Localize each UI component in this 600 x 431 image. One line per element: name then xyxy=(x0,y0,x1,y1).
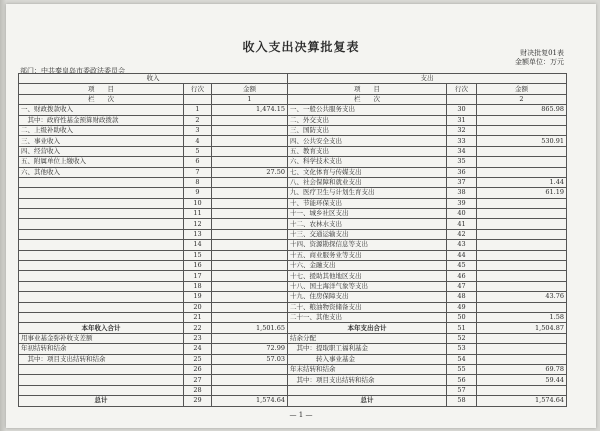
table-row xyxy=(19,167,567,177)
expense-amount-cell xyxy=(477,229,567,239)
income-row-no-cell: 1 xyxy=(184,105,212,115)
amount-unit: 金额单位：万元 xyxy=(515,58,564,66)
expense-section-header: 支出 xyxy=(288,74,567,84)
income-row-no-cell: 23 xyxy=(184,333,212,343)
expense-amount-cell xyxy=(477,354,567,364)
income-amount-cell xyxy=(212,157,288,167)
column-number-row xyxy=(19,94,567,104)
section-header-row xyxy=(19,74,567,84)
income-amount-cell: 1,501.65 xyxy=(212,323,288,333)
expense-row-no-cell: 37 xyxy=(447,177,477,187)
column-header-row xyxy=(19,84,567,94)
expense-row-no-cell: 51 xyxy=(447,323,477,333)
table-row xyxy=(19,177,567,187)
income-row-no-cell: 21 xyxy=(184,312,212,322)
expense-row-no-cell: 32 xyxy=(447,125,477,135)
income-item-cell xyxy=(19,385,184,395)
expense-item-cell: 八、社会保障和就业支出 xyxy=(288,177,447,187)
income-item-cell xyxy=(19,177,184,187)
income-item-cell: 年初结转和结余 xyxy=(19,344,184,354)
income-amount-cell xyxy=(212,375,288,385)
expense-amount-cell xyxy=(477,209,567,219)
income-item-cell: 二、上级补助收入 xyxy=(19,125,184,135)
table-row xyxy=(19,105,567,115)
expense-item-cell: 十五、商业服务业等支出 xyxy=(288,250,447,260)
table-row xyxy=(19,385,567,395)
income-amount-cell xyxy=(212,271,288,281)
income-amount-cell xyxy=(212,198,288,208)
income-amount-cell xyxy=(212,333,288,343)
expense-amount-cell: 43.76 xyxy=(477,292,567,302)
income-item-cell xyxy=(19,198,184,208)
expense-item-cell: 四、公共安全支出 xyxy=(288,136,447,146)
expense-amount-cell: 1,504.87 xyxy=(477,323,567,333)
income-row-no-cell: 28 xyxy=(184,385,212,395)
expense-row-no-cell: 36 xyxy=(447,167,477,177)
expense-item-header: 项 目 xyxy=(288,84,447,94)
expense-row-no-cell: 56 xyxy=(447,375,477,385)
income-row-no-cell: 20 xyxy=(184,302,212,312)
expense-amount-cell xyxy=(477,167,567,177)
table-row xyxy=(19,354,567,364)
page-number: — 1 — xyxy=(289,411,313,419)
income-row-no-cell: 16 xyxy=(184,261,212,271)
income-row-no-cell: 2 xyxy=(184,115,212,125)
income-expense-table xyxy=(18,73,567,407)
expense-amount-cell: 61.19 xyxy=(477,188,567,198)
expense-item-cell: 十、节能环保支出 xyxy=(288,198,447,208)
table-row xyxy=(19,240,567,250)
expense-row-no-cell: 53 xyxy=(447,344,477,354)
income-amount-cell: 1,474.15 xyxy=(212,105,288,115)
expense-amount-cell xyxy=(477,281,567,291)
expense-item-cell: 六、科学技术支出 xyxy=(288,157,447,167)
income-amount-cell: 27.50 xyxy=(212,167,288,177)
income-amount-cell xyxy=(212,146,288,156)
income-item-cell: 四、经营收入 xyxy=(19,146,184,156)
table-row xyxy=(19,157,567,167)
income-item-cell xyxy=(19,312,184,322)
income-amount-cell xyxy=(212,229,288,239)
income-item-cell xyxy=(19,229,184,239)
expense-row-no-cell: 45 xyxy=(447,261,477,271)
income-item-cell xyxy=(19,364,184,374)
expense-amount-header: 金额 xyxy=(477,84,567,94)
income-row-no-cell: 13 xyxy=(184,229,212,239)
expense-amount-cell xyxy=(477,125,567,135)
income-item-cell xyxy=(19,261,184,271)
income-row-no-cell: 14 xyxy=(184,240,212,250)
income-row-no-cell: 26 xyxy=(184,364,212,374)
expense-row-no-cell: 33 xyxy=(447,136,477,146)
expense-amount-cell: 1,574.64 xyxy=(477,396,567,406)
income-item-cell: 三、事业收入 xyxy=(19,136,184,146)
expense-item-cell: 本年支出合计 xyxy=(288,323,447,333)
expense-item-cell: 十九、住房保障支出 xyxy=(288,292,447,302)
expense-amount-cell: 59.44 xyxy=(477,375,567,385)
table-row xyxy=(19,292,567,302)
income-column-number: 1 xyxy=(212,94,288,104)
income-item-cell: 用事业基金弥补收支差额 xyxy=(19,333,184,343)
table-row xyxy=(19,333,567,343)
income-row-no-cell: 24 xyxy=(184,344,212,354)
expense-item-cell: 总计 xyxy=(288,396,447,406)
income-amount-cell xyxy=(212,302,288,312)
income-section-header: 收入 xyxy=(19,74,288,84)
income-item-cell: 其中：项目支出结转和结余 xyxy=(19,354,184,364)
expense-row-no-cell: 31 xyxy=(447,115,477,125)
income-amount-cell xyxy=(212,115,288,125)
expense-row-no-cell: 50 xyxy=(447,312,477,322)
expense-item-cell: 十三、交通运输支出 xyxy=(288,229,447,239)
expense-item-cell: 七、文化体育与传媒支出 xyxy=(288,167,447,177)
income-amount-cell xyxy=(212,136,288,146)
table-row xyxy=(19,146,567,156)
income-row-no-cell: 29 xyxy=(184,396,212,406)
income-item-cell: 本年收入合计 xyxy=(19,323,184,333)
table-row xyxy=(19,136,567,146)
expense-row-no-cell: 38 xyxy=(447,188,477,198)
expense-amount-cell xyxy=(477,240,567,250)
expense-amount-cell: 530.91 xyxy=(477,136,567,146)
income-amount-cell xyxy=(212,250,288,260)
income-item-cell xyxy=(19,188,184,198)
expense-amount-cell: 1.44 xyxy=(477,177,567,187)
income-item-header: 项 目 xyxy=(19,84,184,94)
department-name: 部门：中共秦皇岛市委政法委员会 xyxy=(20,67,125,75)
expense-item-cell: 一、一般公共服务支出 xyxy=(288,105,447,115)
expense-amount-cell xyxy=(477,302,567,312)
table-row xyxy=(19,312,567,322)
expense-row-no-cell: 30 xyxy=(447,105,477,115)
income-row-no-cell: 6 xyxy=(184,157,212,167)
table-row xyxy=(19,250,567,260)
income-row-no-cell: 8 xyxy=(184,177,212,187)
income-row-no-cell: 11 xyxy=(184,209,212,219)
income-row-no-cell: 4 xyxy=(184,136,212,146)
expense-item-cell: 十八、国土海洋气象等支出 xyxy=(288,281,447,291)
expense-amount-cell xyxy=(477,146,567,156)
expense-column-blank xyxy=(447,94,477,104)
income-item-cell xyxy=(19,271,184,281)
income-amount-cell: 57.03 xyxy=(212,354,288,364)
income-amount-cell xyxy=(212,312,288,322)
expense-row-no-cell: 39 xyxy=(447,198,477,208)
income-row-no-cell: 27 xyxy=(184,375,212,385)
expense-row-no-cell: 42 xyxy=(447,229,477,239)
expense-item-cell: 年末结转和结余 xyxy=(288,364,447,374)
income-item-cell xyxy=(19,375,184,385)
income-amount-cell xyxy=(212,209,288,219)
expense-row-no-header: 行次 xyxy=(447,84,477,94)
expense-item-cell: 十一、城乡社区支出 xyxy=(288,209,447,219)
income-amount-cell xyxy=(212,292,288,302)
income-amount-cell xyxy=(212,177,288,187)
expense-amount-cell xyxy=(477,157,567,167)
expense-item-cell: 十六、金融支出 xyxy=(288,261,447,271)
income-amount-cell xyxy=(212,261,288,271)
expense-amount-cell xyxy=(477,271,567,281)
form-code: 财决批复01表 xyxy=(520,49,564,57)
income-row-no-cell: 17 xyxy=(184,271,212,281)
income-row-no-cell: 10 xyxy=(184,198,212,208)
expense-amount-cell: 865.98 xyxy=(477,105,567,115)
expense-amount-cell xyxy=(477,261,567,271)
income-item-cell: 六、其他收入 xyxy=(19,167,184,177)
income-item-cell: 一、财政拨款收入 xyxy=(19,105,184,115)
expense-item-cell: 其中：提取职工福利基金 xyxy=(288,344,447,354)
table-row xyxy=(19,261,567,271)
table-row xyxy=(19,323,567,333)
income-amount-cell xyxy=(212,240,288,250)
expense-row-no-cell: 46 xyxy=(447,271,477,281)
income-item-cell: 其中：政府性基金预算财政拨款 xyxy=(19,115,184,125)
expense-row-no-cell: 49 xyxy=(447,302,477,312)
expense-item-cell: 转入事业基金 xyxy=(288,354,447,364)
expense-column-label: 栏 次 xyxy=(288,94,447,104)
expense-item-cell: 五、教育支出 xyxy=(288,146,447,156)
expense-item-cell: 二十、粮油物资储备支出 xyxy=(288,302,447,312)
income-amount-cell xyxy=(212,188,288,198)
income-row-no-cell: 12 xyxy=(184,219,212,229)
income-item-cell xyxy=(19,240,184,250)
expense-row-no-cell: 58 xyxy=(447,396,477,406)
income-item-cell: 总计 xyxy=(19,396,184,406)
expense-amount-cell: 1.58 xyxy=(477,312,567,322)
table-row xyxy=(19,302,567,312)
income-amount-cell xyxy=(212,281,288,291)
income-item-cell xyxy=(19,219,184,229)
expense-amount-cell: 69.78 xyxy=(477,364,567,374)
income-amount-cell xyxy=(212,219,288,229)
income-row-no-cell: 5 xyxy=(184,146,212,156)
income-amount-header: 金额 xyxy=(212,84,288,94)
expense-amount-cell xyxy=(477,115,567,125)
expense-row-no-cell: 41 xyxy=(447,219,477,229)
expense-row-no-cell: 55 xyxy=(447,364,477,374)
expense-column-number: 2 xyxy=(477,94,567,104)
table-row xyxy=(19,219,567,229)
document-page xyxy=(6,4,596,428)
expense-amount-cell xyxy=(477,219,567,229)
income-amount-cell: 1,574.64 xyxy=(212,396,288,406)
expense-amount-cell xyxy=(477,250,567,260)
expense-row-no-cell: 47 xyxy=(447,281,477,291)
expense-item-cell: 三、国防支出 xyxy=(288,125,447,135)
table-body xyxy=(19,105,567,406)
expense-item-cell: 九、医疗卫生与计划生育支出 xyxy=(288,188,447,198)
expense-item-cell: 结余分配 xyxy=(288,333,447,343)
expense-item-cell: 十四、资源勘探信息等支出 xyxy=(288,240,447,250)
income-item-cell xyxy=(19,281,184,291)
expense-item-cell: 十七、援助其他地区支出 xyxy=(288,271,447,281)
table-row xyxy=(19,344,567,354)
expense-amount-cell xyxy=(477,344,567,354)
income-row-no-cell: 22 xyxy=(184,323,212,333)
income-row-no-cell: 9 xyxy=(184,188,212,198)
expense-item-cell xyxy=(288,385,447,395)
income-amount-cell xyxy=(212,364,288,374)
document-title: 收入支出决算批复表 xyxy=(242,40,360,54)
income-item-cell: 五、附属单位上缴收入 xyxy=(19,157,184,167)
table-row xyxy=(19,375,567,385)
expense-row-no-cell: 57 xyxy=(447,385,477,395)
expense-row-no-cell: 43 xyxy=(447,240,477,250)
expense-row-no-cell: 54 xyxy=(447,354,477,364)
table-row xyxy=(19,115,567,125)
expense-row-no-cell: 40 xyxy=(447,209,477,219)
expense-row-no-cell: 34 xyxy=(447,146,477,156)
income-row-no-cell: 19 xyxy=(184,292,212,302)
table-row xyxy=(19,209,567,219)
income-item-cell xyxy=(19,292,184,302)
income-item-cell xyxy=(19,250,184,260)
income-row-no-cell: 7 xyxy=(184,167,212,177)
income-item-cell xyxy=(19,302,184,312)
income-amount-cell xyxy=(212,385,288,395)
income-row-no-cell: 3 xyxy=(184,125,212,135)
expense-row-no-cell: 52 xyxy=(447,333,477,343)
table-row xyxy=(19,188,567,198)
income-row-no-cell: 25 xyxy=(184,354,212,364)
table-row xyxy=(19,271,567,281)
expense-row-no-cell: 48 xyxy=(447,292,477,302)
table-row xyxy=(19,125,567,135)
income-amount-cell xyxy=(212,125,288,135)
expense-item-cell: 其中：项目支出结转和结余 xyxy=(288,375,447,385)
table-row xyxy=(19,281,567,291)
table-row xyxy=(19,229,567,239)
expense-item-cell: 二十一、其他支出 xyxy=(288,312,447,322)
table-row xyxy=(19,364,567,374)
income-row-no-header: 行次 xyxy=(184,84,212,94)
expense-item-cell: 二、外交支出 xyxy=(288,115,447,125)
income-column-blank xyxy=(184,94,212,104)
table-row xyxy=(19,396,567,406)
table-row xyxy=(19,198,567,208)
expense-item-cell: 十二、农林水支出 xyxy=(288,219,447,229)
expense-row-no-cell: 35 xyxy=(447,157,477,167)
expense-amount-cell xyxy=(477,198,567,208)
income-column-label: 栏 次 xyxy=(19,94,184,104)
income-item-cell xyxy=(19,209,184,219)
expense-amount-cell xyxy=(477,333,567,343)
income-row-no-cell: 15 xyxy=(184,250,212,260)
income-row-no-cell: 18 xyxy=(184,281,212,291)
income-amount-cell: 72.99 xyxy=(212,344,288,354)
expense-amount-cell xyxy=(477,385,567,395)
expense-row-no-cell: 44 xyxy=(447,250,477,260)
